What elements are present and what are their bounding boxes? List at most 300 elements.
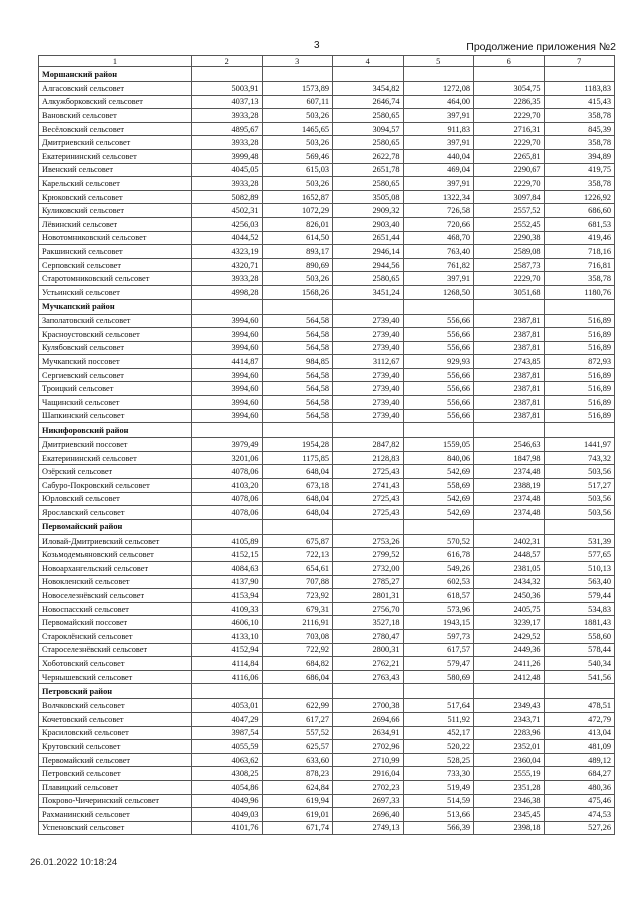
value-cell: 578,44 [544, 643, 615, 657]
value-cell: 597,73 [403, 629, 474, 643]
settlement-name: Устьинский сельсовет [39, 285, 192, 299]
settlement-name: Чащинский сельсовет [39, 396, 192, 410]
value-cell: 564,58 [262, 368, 333, 382]
value-cell: 558,69 [403, 479, 474, 493]
value-cell: 4323,19 [192, 245, 263, 259]
value-cell: 1573,89 [262, 82, 333, 96]
table-row [39, 451, 615, 465]
table-row [39, 177, 615, 191]
empty-cell [544, 684, 615, 699]
value-cell: 569,46 [262, 149, 333, 163]
value-cell: 469,04 [403, 163, 474, 177]
table-row [39, 726, 615, 740]
value-cell: 2546,63 [474, 438, 545, 452]
settlement-name: Сабуро-Покровский сельсовет [39, 479, 192, 493]
value-cell: 2387,81 [474, 409, 545, 423]
value-cell: 3454,82 [333, 82, 404, 96]
settlement-name: Вановский сельсовет [39, 109, 192, 123]
value-cell: 684,27 [544, 767, 615, 781]
value-cell: 686,60 [544, 204, 615, 218]
empty-cell [403, 423, 474, 438]
value-cell: 415,43 [544, 95, 615, 109]
value-cell: 1559,05 [403, 438, 474, 452]
value-cell: 4063,62 [192, 753, 263, 767]
value-cell: 2622,78 [333, 149, 404, 163]
value-cell: 4133,10 [192, 629, 263, 643]
value-cell: 556,66 [403, 341, 474, 355]
value-cell: 2739,40 [333, 382, 404, 396]
value-cell: 472,79 [544, 712, 615, 726]
value-cell: 5082,89 [192, 190, 263, 204]
value-cell: 826,01 [262, 217, 333, 231]
value-cell: 534,83 [544, 602, 615, 616]
settlement-name: Екатерининский сельсовет [39, 149, 192, 163]
value-cell: 1226,92 [544, 190, 615, 204]
value-cell: 2374,48 [474, 506, 545, 520]
value-cell: 564,58 [262, 382, 333, 396]
value-cell: 2743,85 [474, 355, 545, 369]
value-cell: 3527,18 [333, 616, 404, 630]
value-cell: 619,01 [262, 808, 333, 822]
district-row [39, 67, 615, 82]
settlement-name: Заполатовский сельсовет [39, 314, 192, 328]
value-cell: 4116,06 [192, 670, 263, 684]
value-cell: 4055,59 [192, 740, 263, 754]
settlement-name: Дмитриевский сельсовет [39, 136, 192, 150]
value-cell: 618,57 [403, 589, 474, 603]
value-cell: 2580,65 [333, 177, 404, 191]
empty-cell [474, 519, 545, 534]
value-cell: 549,26 [403, 562, 474, 576]
settlement-name: Успеновский сельсовет [39, 821, 192, 835]
value-cell: 570,52 [403, 534, 474, 548]
value-cell: 452,17 [403, 726, 474, 740]
value-cell: 671,74 [262, 821, 333, 835]
value-cell: 542,69 [403, 506, 474, 520]
table-row [39, 328, 615, 342]
column-number: 3 [262, 56, 333, 67]
value-cell: 3999,48 [192, 149, 263, 163]
value-cell: 556,66 [403, 328, 474, 342]
settlement-name: Троицкий сельсовет [39, 382, 192, 396]
value-cell: 579,47 [403, 657, 474, 671]
value-cell: 1441,97 [544, 438, 615, 452]
value-cell: 619,94 [262, 794, 333, 808]
value-cell: 673,18 [262, 479, 333, 493]
table-row [39, 341, 615, 355]
empty-cell [262, 684, 333, 699]
value-cell: 2651,78 [333, 163, 404, 177]
value-cell: 3994,60 [192, 328, 263, 342]
value-cell: 556,66 [403, 396, 474, 410]
value-cell: 3451,24 [333, 285, 404, 299]
value-cell: 2374,48 [474, 465, 545, 479]
settlement-name: Плавицкий сельсовет [39, 780, 192, 794]
empty-cell [403, 67, 474, 82]
value-cell: 2388,19 [474, 479, 545, 493]
settlement-name: Староселезнёвский сельсовет [39, 643, 192, 657]
empty-cell [474, 299, 545, 314]
table-row [39, 396, 615, 410]
value-cell: 516,89 [544, 368, 615, 382]
settlement-name: Кочетовский сельсовет [39, 712, 192, 726]
value-cell: 516,89 [544, 328, 615, 342]
value-cell: 3239,17 [474, 616, 545, 630]
district-row [39, 519, 615, 534]
value-cell: 358,78 [544, 136, 615, 150]
value-cell: 2434,32 [474, 575, 545, 589]
table-row [39, 258, 615, 272]
value-cell: 478,51 [544, 699, 615, 713]
empty-cell [544, 299, 615, 314]
budget-table [38, 55, 615, 835]
value-cell: 761,82 [403, 258, 474, 272]
value-cell: 1180,76 [544, 285, 615, 299]
value-cell: 617,27 [262, 712, 333, 726]
table-row [39, 643, 615, 657]
value-cell: 419,46 [544, 231, 615, 245]
value-cell: 517,64 [403, 699, 474, 713]
value-cell: 2387,81 [474, 396, 545, 410]
value-cell: 2696,40 [333, 808, 404, 822]
settlement-name: Шапкинский сельсовет [39, 409, 192, 423]
value-cell: 2580,65 [333, 272, 404, 286]
settlement-name: Красиловский сельсовет [39, 726, 192, 740]
value-cell: 2909,32 [333, 204, 404, 218]
table-row [39, 149, 615, 163]
value-cell: 3994,60 [192, 368, 263, 382]
value-cell: 1847,98 [474, 451, 545, 465]
value-cell: 3505,08 [333, 190, 404, 204]
table-row [39, 808, 615, 822]
settlement-name: Крутовский сельсовет [39, 740, 192, 754]
value-cell: 2448,57 [474, 548, 545, 562]
value-cell: 517,27 [544, 479, 615, 493]
table-row [39, 821, 615, 835]
value-cell: 625,57 [262, 740, 333, 754]
value-cell: 2739,40 [333, 396, 404, 410]
value-cell: 2763,43 [333, 670, 404, 684]
column-number: 6 [474, 56, 545, 67]
value-cell: 2349,43 [474, 699, 545, 713]
value-cell: 4152,15 [192, 548, 263, 562]
value-cell: 4137,90 [192, 575, 263, 589]
value-cell: 3994,60 [192, 314, 263, 328]
column-number: 2 [192, 56, 263, 67]
value-cell: 763,40 [403, 245, 474, 259]
value-cell: 2449,36 [474, 643, 545, 657]
settlement-name: Мучкапский поссовет [39, 355, 192, 369]
value-cell: 654,61 [262, 562, 333, 576]
table-row [39, 109, 615, 123]
value-cell: 531,39 [544, 534, 615, 548]
value-cell: 397,91 [403, 177, 474, 191]
value-cell: 556,66 [403, 382, 474, 396]
table-row [39, 272, 615, 286]
value-cell: 718,16 [544, 245, 615, 259]
value-cell: 2756,70 [333, 602, 404, 616]
value-cell: 2402,31 [474, 534, 545, 548]
value-cell: 624,84 [262, 780, 333, 794]
value-cell: 2555,19 [474, 767, 545, 781]
column-number: 4 [333, 56, 404, 67]
district-name: Мучкапский район [39, 299, 192, 314]
table-row [39, 740, 615, 754]
value-cell: 564,58 [262, 328, 333, 342]
value-cell: 3933,28 [192, 136, 263, 150]
value-cell: 4320,71 [192, 258, 263, 272]
settlement-name: Алкужборковский сельсовет [39, 95, 192, 109]
table-row [39, 382, 615, 396]
value-cell: 2346,38 [474, 794, 545, 808]
value-cell: 556,66 [403, 368, 474, 382]
settlement-name: Дмитриевский поссовет [39, 438, 192, 452]
value-cell: 675,87 [262, 534, 333, 548]
value-cell: 2634,91 [333, 726, 404, 740]
value-cell: 579,44 [544, 589, 615, 603]
value-cell: 984,85 [262, 355, 333, 369]
settlement-name: Иловай-Дмитриевский сельсовет [39, 534, 192, 548]
value-cell: 3994,60 [192, 341, 263, 355]
value-cell: 1272,08 [403, 82, 474, 96]
value-cell: 2749,13 [333, 821, 404, 835]
district-row [39, 423, 615, 438]
value-cell: 4084,63 [192, 562, 263, 576]
value-cell: 3054,75 [474, 82, 545, 96]
value-cell: 489,12 [544, 753, 615, 767]
table-row [39, 136, 615, 150]
value-cell: 540,34 [544, 657, 615, 671]
value-cell: 556,66 [403, 409, 474, 423]
value-cell: 2381,05 [474, 562, 545, 576]
value-cell: 440,04 [403, 149, 474, 163]
value-cell: 503,26 [262, 136, 333, 150]
table-row [39, 616, 615, 630]
value-cell: 1175,85 [262, 451, 333, 465]
table-row [39, 163, 615, 177]
value-cell: 2944,56 [333, 258, 404, 272]
column-number: 7 [544, 56, 615, 67]
value-cell: 468,70 [403, 231, 474, 245]
district-name: Первомайский район [39, 519, 192, 534]
value-cell: 4256,03 [192, 217, 263, 231]
value-cell: 2587,73 [474, 258, 545, 272]
empty-cell [192, 423, 263, 438]
value-cell: 2290,67 [474, 163, 545, 177]
value-cell: 4105,89 [192, 534, 263, 548]
table-row [39, 767, 615, 781]
table-row [39, 314, 615, 328]
value-cell: 503,26 [262, 272, 333, 286]
value-cell: 4045,05 [192, 163, 263, 177]
value-cell: 743,32 [544, 451, 615, 465]
value-cell: 2229,70 [474, 109, 545, 123]
value-cell: 2128,83 [333, 451, 404, 465]
empty-cell [544, 67, 615, 82]
value-cell: 573,96 [403, 602, 474, 616]
value-cell: 2265,81 [474, 149, 545, 163]
value-cell: 358,78 [544, 109, 615, 123]
value-cell: 2702,96 [333, 740, 404, 754]
value-cell: 2283,96 [474, 726, 545, 740]
value-cell: 2345,45 [474, 808, 545, 822]
value-cell: 480,36 [544, 780, 615, 794]
value-cell: 648,04 [262, 506, 333, 520]
value-cell: 2290,38 [474, 231, 545, 245]
value-cell: 1322,34 [403, 190, 474, 204]
value-cell: 4049,03 [192, 808, 263, 822]
value-cell: 511,92 [403, 712, 474, 726]
settlement-name: Сеpповский сельсовет [39, 258, 192, 272]
value-cell: 2229,70 [474, 272, 545, 286]
value-cell: 542,69 [403, 492, 474, 506]
value-cell: 3201,06 [192, 451, 263, 465]
value-cell: 1943,15 [403, 616, 474, 630]
value-cell: 4103,20 [192, 479, 263, 493]
table-row [39, 122, 615, 136]
table-row [39, 368, 615, 382]
value-cell: 2785,27 [333, 575, 404, 589]
value-cell: 3933,28 [192, 177, 263, 191]
value-cell: 503,56 [544, 506, 615, 520]
value-cell: 602,53 [403, 575, 474, 589]
table-row [39, 699, 615, 713]
value-cell: 890,69 [262, 258, 333, 272]
value-cell: 3094,57 [333, 122, 404, 136]
value-cell: 516,89 [544, 341, 615, 355]
value-cell: 503,26 [262, 109, 333, 123]
value-cell: 556,66 [403, 314, 474, 328]
value-cell: 3994,60 [192, 382, 263, 396]
value-cell: 564,58 [262, 396, 333, 410]
value-cell: 419,75 [544, 163, 615, 177]
settlement-name: Новоспасский сельсовет [39, 602, 192, 616]
settlement-name: Покрово-Чичеринский сельсовет [39, 794, 192, 808]
value-cell: 2725,43 [333, 492, 404, 506]
column-number-row [39, 56, 615, 67]
value-cell: 474,53 [544, 808, 615, 822]
value-cell: 580,69 [403, 670, 474, 684]
value-cell: 2557,52 [474, 204, 545, 218]
settlement-name: Куликовский сельсовет [39, 204, 192, 218]
value-cell: 557,52 [262, 726, 333, 740]
value-cell: 397,91 [403, 136, 474, 150]
value-cell: 893,17 [262, 245, 333, 259]
value-cell: 2580,65 [333, 136, 404, 150]
value-cell: 516,89 [544, 409, 615, 423]
settlement-name: Волчковский сельсовет [39, 699, 192, 713]
value-cell: 2387,81 [474, 382, 545, 396]
table-row [39, 589, 615, 603]
value-cell: 2286,35 [474, 95, 545, 109]
value-cell: 577,65 [544, 548, 615, 562]
value-cell: 2387,81 [474, 328, 545, 342]
value-cell: 520,22 [403, 740, 474, 754]
value-cell: 4047,29 [192, 712, 263, 726]
empty-cell [333, 423, 404, 438]
value-cell: 2697,33 [333, 794, 404, 808]
value-cell: 2710,99 [333, 753, 404, 767]
value-cell: 1954,28 [262, 438, 333, 452]
table-row [39, 562, 615, 576]
settlement-name: Сергиевский сельсовет [39, 368, 192, 382]
value-cell: 722,13 [262, 548, 333, 562]
table-row [39, 465, 615, 479]
table-row [39, 95, 615, 109]
table-row [39, 670, 615, 684]
value-cell: 2411,26 [474, 657, 545, 671]
empty-cell [333, 684, 404, 699]
value-cell: 614,50 [262, 231, 333, 245]
empty-cell [544, 423, 615, 438]
empty-cell [333, 67, 404, 82]
value-cell: 2716,31 [474, 122, 545, 136]
value-cell: 516,89 [544, 314, 615, 328]
table-row [39, 575, 615, 589]
settlement-name: Ярославский сельсовет [39, 506, 192, 520]
settlement-name: Первомайский сельсовет [39, 753, 192, 767]
value-cell: 4152,94 [192, 643, 263, 657]
table-row [39, 534, 615, 548]
value-cell: 4414,87 [192, 355, 263, 369]
settlement-name: Лёвинский сельсовет [39, 217, 192, 231]
district-name: Никифоровский район [39, 423, 192, 438]
settlement-name: Новоархангельский сельсовет [39, 562, 192, 576]
value-cell: 1072,29 [262, 204, 333, 218]
value-cell: 3994,60 [192, 396, 263, 410]
value-cell: 2412,48 [474, 670, 545, 684]
value-cell: 503,56 [544, 492, 615, 506]
value-cell: 2741,43 [333, 479, 404, 493]
value-cell: 2702,23 [333, 780, 404, 794]
value-cell: 648,04 [262, 465, 333, 479]
empty-cell [262, 67, 333, 82]
value-cell: 558,60 [544, 629, 615, 643]
value-cell: 2387,81 [474, 341, 545, 355]
settlement-name: Крюковский сельсовет [39, 190, 192, 204]
value-cell: 3933,28 [192, 109, 263, 123]
value-cell: 679,31 [262, 602, 333, 616]
settlement-name: Ракшинский сельсовет [39, 245, 192, 259]
table-row [39, 753, 615, 767]
value-cell: 2739,40 [333, 328, 404, 342]
district-row [39, 684, 615, 699]
settlement-name: Козьмодемьяновский сельсовет [39, 548, 192, 562]
table-row [39, 82, 615, 96]
table-row [39, 285, 615, 299]
value-cell: 3987,54 [192, 726, 263, 740]
table-row [39, 506, 615, 520]
district-name: Петровский район [39, 684, 192, 699]
value-cell: 2387,81 [474, 314, 545, 328]
value-cell: 2374,48 [474, 492, 545, 506]
table-row [39, 231, 615, 245]
value-cell: 2800,31 [333, 643, 404, 657]
value-cell: 5003,91 [192, 82, 263, 96]
value-cell: 519,49 [403, 780, 474, 794]
settlement-name: Новоселезнёвский сельсовет [39, 589, 192, 603]
value-cell: 4153,94 [192, 589, 263, 603]
value-cell: 528,25 [403, 753, 474, 767]
value-cell: 1568,26 [262, 285, 333, 299]
value-cell: 878,23 [262, 767, 333, 781]
value-cell: 840,06 [403, 451, 474, 465]
value-cell: 3051,68 [474, 285, 545, 299]
value-cell: 3933,28 [192, 272, 263, 286]
settlement-name: Чернышевский сельсовет [39, 670, 192, 684]
value-cell: 516,89 [544, 382, 615, 396]
value-cell: 2116,91 [262, 616, 333, 630]
